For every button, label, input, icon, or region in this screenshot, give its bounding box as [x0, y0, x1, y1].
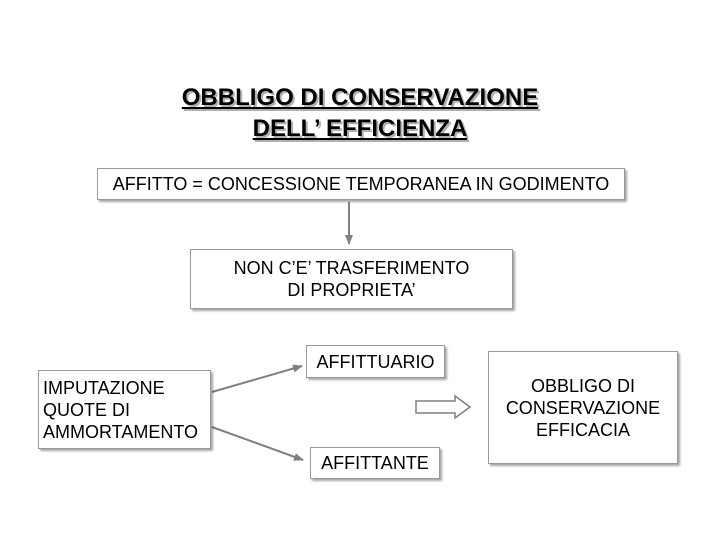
title-line-2: DELL’ EFFICIENZA: [252, 115, 468, 142]
block-arrow-icon: [416, 396, 470, 418]
box-affittuario: AFFITTUARIO: [306, 345, 445, 378]
box-affitto: AFFITTO = CONCESSIONE TEMPORANEA IN GODIMENTO: [97, 168, 625, 200]
title-line-1: OBBLIGO DI CONSERVAZIONE: [181, 84, 539, 111]
box-affittante: AFFITTANTE: [310, 447, 440, 479]
arrow-imputazione-to-affittante: [212, 427, 303, 460]
box-non-trasferimento: NON C’E’ TRASFERIMENTO DI PROPRIETA’: [190, 249, 513, 309]
box-obbligo-conservazione: OBBLIGO DI CONSERVAZIONE EFFICACIA: [488, 351, 678, 464]
arrow-imputazione-to-affittuario: [212, 366, 302, 392]
box-imputazione: IMPUTAZIONE QUOTE DI AMMORTAMENTO: [38, 370, 211, 449]
